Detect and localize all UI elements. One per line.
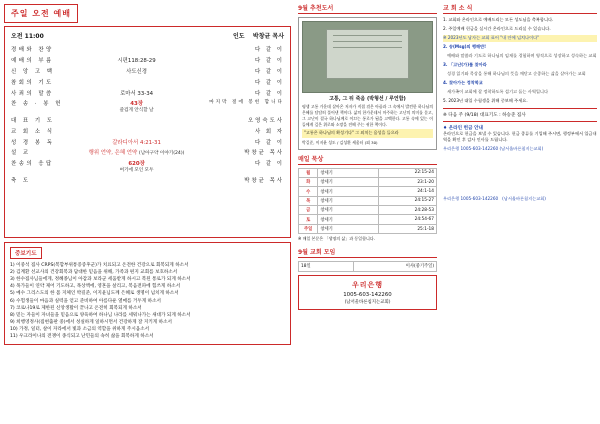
order-who: 다 같 이 (254, 47, 284, 54)
bank-account: 1005-603-142260 (343, 291, 392, 298)
order-detail: 갈라디아서 4:21-31 (112, 139, 161, 146)
news-highlight-slogan: ※ 2023년도 남자는 교회 표어 "내 안에 넘치나이다" (443, 35, 597, 42)
footer-account-line (443, 196, 597, 203)
cover-line (333, 41, 402, 42)
order-who: 다 같 이 (254, 79, 284, 86)
order-item: 예배의 부름 (11, 58, 54, 65)
news-heading: 교 회 소 식 (443, 3, 597, 14)
bank-name: 우리은행 (351, 280, 384, 289)
order-row-hymn (11, 98, 284, 115)
hymn-number: 620장 (128, 161, 145, 168)
daily-verse: 24:15-27 (379, 196, 437, 205)
daily-devotion-heading: 매일 묵상 (298, 154, 437, 165)
order-who: 오영숙도사 (247, 118, 284, 125)
footer-holder: (남서울바른침지는교회) (502, 196, 546, 201)
order-detail: 로마서 33-34 (120, 90, 154, 97)
order-detail (82, 98, 191, 115)
offering-divider (443, 121, 597, 122)
order-item: 성 경 봉 독 (11, 139, 55, 146)
order-row (11, 125, 284, 136)
daily-row (299, 206, 437, 215)
prayer-requests-section (4, 242, 291, 345)
order-detail: 시편118:28-29 (117, 58, 156, 65)
hymn-name: 즐겁게 안식할 날 (119, 108, 154, 114)
news-subtext: 예배와 말씀과 기도로 하나님의 임재를 경험하며 영적으로 성장하고 성숙하는 교회 (447, 53, 597, 58)
order-row (11, 87, 284, 98)
order-row (11, 136, 284, 147)
order-item: 경배와 찬양 (11, 47, 54, 54)
daily-row (299, 177, 437, 186)
sermon-title: 행위 언약, 은혜 언약 (88, 150, 138, 157)
prayer-item: 9) 희행영정사(집현출판 중)에서 성실하게 일하시면서 건강하게 잘 지키게 하소서 (10, 319, 172, 325)
order-row (11, 175, 284, 186)
book-description: 평생 고통 가운데 살아온 저자가 직접 겪은 아픔과 그 속에서 발견한 하나님의 은혜를 담담히 풀어낸 책이다. 삶의 한가운데서 마주하는 고난의 의미를 묻고, 그 고난이 결국 하나님께로 이끄는 통로가 됨을 고백한다. 고통 속에 있는 이들에게 깊은 위로와 소망을 전해 주는 귀한 책이다. (302, 104, 433, 127)
cover-line (333, 47, 402, 48)
daily-ref: 창세기 (318, 177, 379, 186)
order-detail (82, 44, 191, 55)
meeting-row (299, 262, 437, 271)
service-leader (233, 31, 284, 40)
book-column (295, 0, 440, 424)
news-subtext: 성경 읽기와 묵상을 통해 하나님의 뜻을 깨닫고 순종하는 삶을 살아가는 교회 (447, 71, 586, 76)
prayer-item: 8) 믿는 자들이 자녀들을 믿음으로 양육하여 하나님 나라를 세워나가는 새대가 되게 하소서 (10, 312, 191, 318)
footer-bank: 우리은행 1005-603-142260 (443, 196, 499, 201)
online-offering-text: 온라인으로 헌금을 보낼 수 있습니다. 헌금 종류를 기입해 주시면, 행정부에서 입금내역을 확인 후 감사 인사를 드립니다. (443, 130, 597, 142)
order-detail: 사도신경 (126, 68, 147, 75)
offering-bank-box (298, 275, 437, 310)
book-quote: "고통은 하나님의 확성기다" 그 외치는 음성을 들으라 (302, 129, 433, 137)
daily-ref: 창세기 (318, 215, 379, 224)
bank-holder: (남서울바른침지는교회) (344, 299, 391, 305)
news-item-heading: 2. 송(Msg)의 행해반! (443, 44, 487, 49)
order-item: 교 회 소 식 (11, 128, 55, 135)
prayer-list (10, 262, 285, 340)
prayer-item: 6) 수험생들이 마음과 실력을 얻고 준비하여 아름다운 열매를 거두게 하소서 (10, 298, 161, 304)
book-cover-inner (326, 29, 409, 79)
news-divider (443, 108, 597, 109)
prayer-item: 2) 김계환 선교사의 건강회복과 담대한 믿음을 위해, 가족과 편지 교회를 보호하소서 (10, 270, 178, 276)
order-detail (82, 125, 191, 136)
hymn-number: 43장 (130, 101, 143, 108)
order-row (11, 55, 284, 66)
sermon-series: (남아구약 이야기(24)) (138, 151, 185, 157)
cover-line (333, 35, 402, 36)
order-row-hymn (11, 158, 284, 175)
daily-row (299, 168, 437, 177)
order-row-sermon (11, 147, 284, 158)
daily-devotion-table (298, 168, 437, 235)
daily-verse: 25:1-18 (379, 224, 437, 233)
daily-verse: 23:1-20 (379, 177, 437, 186)
order-who: 다 같 이 (254, 58, 284, 65)
news-subtext: 새가족이 교회에 잘 정착하도록 섬기고 돕는 사역입니다 (447, 89, 549, 94)
prayer-item: 4) 목가들이 연약 제어 기도하고, 목상액에, 영혼을 살리고, 복음전파에 힘쓰게 하소서 (10, 284, 181, 290)
daily-note: ※ 매일 본문은 「생명의 삶」과 동일합니다. (298, 236, 375, 242)
order-who: 다 같 이 (254, 90, 284, 97)
next-week-prayer: ※ 다음 주 (9/18) 대표기도 : 하승준 집사 (443, 112, 526, 118)
meeting-who: 이사(중기주일) (354, 262, 437, 271)
online-offering-account: 우리은행 1005-603-142260 (남서울바른침지는교회) (443, 145, 544, 151)
news-column (440, 0, 600, 424)
order-detail (82, 147, 191, 158)
order-detail (82, 175, 191, 186)
order-item: 찬 송 · 봉 헌 (11, 101, 63, 108)
recommended-book (298, 17, 437, 150)
recommended-book-heading: 9월 추천도서 (298, 3, 437, 14)
daily-verse: 24:1-14 (379, 187, 437, 196)
order-who: 마지막 절에 봉헌 합니다 (209, 100, 284, 106)
meeting-heading: 9월 교회 모임 (298, 247, 437, 258)
daily-verse: 24:28-53 (379, 206, 437, 215)
order-row (11, 44, 284, 55)
daily-day: 금 (299, 206, 318, 215)
order-item: 대 표 기 도 (11, 118, 55, 125)
order-detail (82, 115, 191, 126)
prayer-item: 5) 예수 그리스도의 한 몸 지체인 박길준, 이지윤님도께 은혜로 생명이 넘치게 하소서 (10, 291, 179, 297)
prayer-item: 7) 코로나19로 제한된 신앙생활이 끝나고 온전히 회복되게 하소서 (10, 305, 142, 311)
daily-row (299, 215, 437, 224)
prayer-item: 11) 우크라이나의 전쟁이 종식되고 난민들의 속히 삶을 회복하게 하소서 (10, 334, 154, 340)
prayer-item: 1) 이중석 집사 CRPS(복합부위통증증후군)가 치료되고 온전한 건강으로 회복되게 하소서 (10, 263, 189, 268)
order-who: 다 같 이 (254, 68, 284, 75)
news-item: 1. 교회와 온라인으로 예배드리는 모든 성도님을 축복합니다. (443, 17, 554, 22)
prayer-item: 10) 가정, 일터, 살이 자라에서 빛과 소금의 역할을 위하게 주시옵소서 (10, 326, 150, 332)
order-row (11, 76, 284, 87)
order-detail (82, 76, 191, 87)
daily-ref: 창세기 (318, 224, 379, 233)
daily-day: 화 (299, 177, 318, 186)
order-who: 박창균 목사 (244, 150, 284, 157)
daily-row (299, 224, 437, 233)
order-who: 다 같 이 (254, 161, 284, 168)
daily-ref: 창세기 (318, 187, 379, 196)
order-header (11, 31, 284, 40)
daily-day: 토 (299, 215, 318, 224)
leader-label: 인도 (232, 33, 245, 40)
daily-row (299, 196, 437, 205)
book-cover-image (302, 21, 433, 93)
order-who: 사 회 자 (254, 128, 284, 135)
order-item: 찬송의 응답 (11, 161, 54, 168)
daily-day: 주일 (299, 224, 318, 233)
order-item: 신 앙 고 백 (11, 68, 55, 75)
order-item: 사죄의 말씀 (11, 90, 54, 97)
daily-day: 수 (299, 187, 318, 196)
right-column (295, 0, 600, 424)
news-item: 2. 주일예배 헌금을 실시간 온라인으로 드리실 수 있습니다. (443, 26, 551, 31)
order-who: 다 같 이 (254, 139, 284, 146)
news-item-heading: 4. 찾아가는 정착학교 (443, 80, 483, 85)
service-title: 주일 오전 예배 (4, 4, 78, 23)
daily-day: 목 (299, 196, 318, 205)
leader-name: 박창균 목사 (252, 33, 284, 40)
order-row (11, 66, 284, 77)
meeting-table (298, 261, 437, 271)
news-list (443, 17, 597, 105)
book-title: 고통, 그 뒤 죽음 (박형선 / 루언함) (329, 96, 406, 102)
daily-ref: 창세기 (318, 168, 379, 177)
order-who: 박창균 목사 (244, 177, 284, 184)
service-time: 오전 11:00 (11, 33, 44, 40)
daily-row (299, 187, 437, 196)
daily-verse: 24:54-67 (379, 215, 437, 224)
prayer-section-title: 중보기도 (10, 247, 42, 259)
daily-ref: 창세기 (318, 206, 379, 215)
left-column (0, 0, 295, 424)
order-item: 축 도 (11, 177, 31, 184)
daily-day: 월 (299, 168, 318, 177)
order-item: 설 교 (11, 150, 31, 157)
order-of-service (4, 26, 291, 238)
book-meta: 박길준, 이지윤 성도 / 김성환 세움터 (외 30) (302, 139, 378, 145)
online-offering-heading: ♦ 온라인 헌금 안내 (443, 125, 483, 131)
meeting-date: 18일 (299, 262, 354, 271)
daily-ref: 창세기 (318, 196, 379, 205)
daily-verse: 22:15-24 (379, 168, 437, 177)
news-item: 5. 2023년 대입 수험생을 위해 중보해 주세요. (443, 98, 528, 103)
order-row (11, 115, 284, 126)
hymn-name: 여기에 모인 모두 (119, 168, 154, 174)
order-item: 참회의 기도 (11, 79, 54, 86)
news-item-heading: 3. 「고난(가)를 찾아라 (443, 62, 487, 67)
order-detail (82, 158, 191, 175)
prayer-item: 3) 한수집사님들에게, 정혜종님이 아갑과 보라군 세움받게 하시고 복된 통로가 되게 하소서 (10, 277, 191, 283)
order-table (11, 44, 284, 185)
